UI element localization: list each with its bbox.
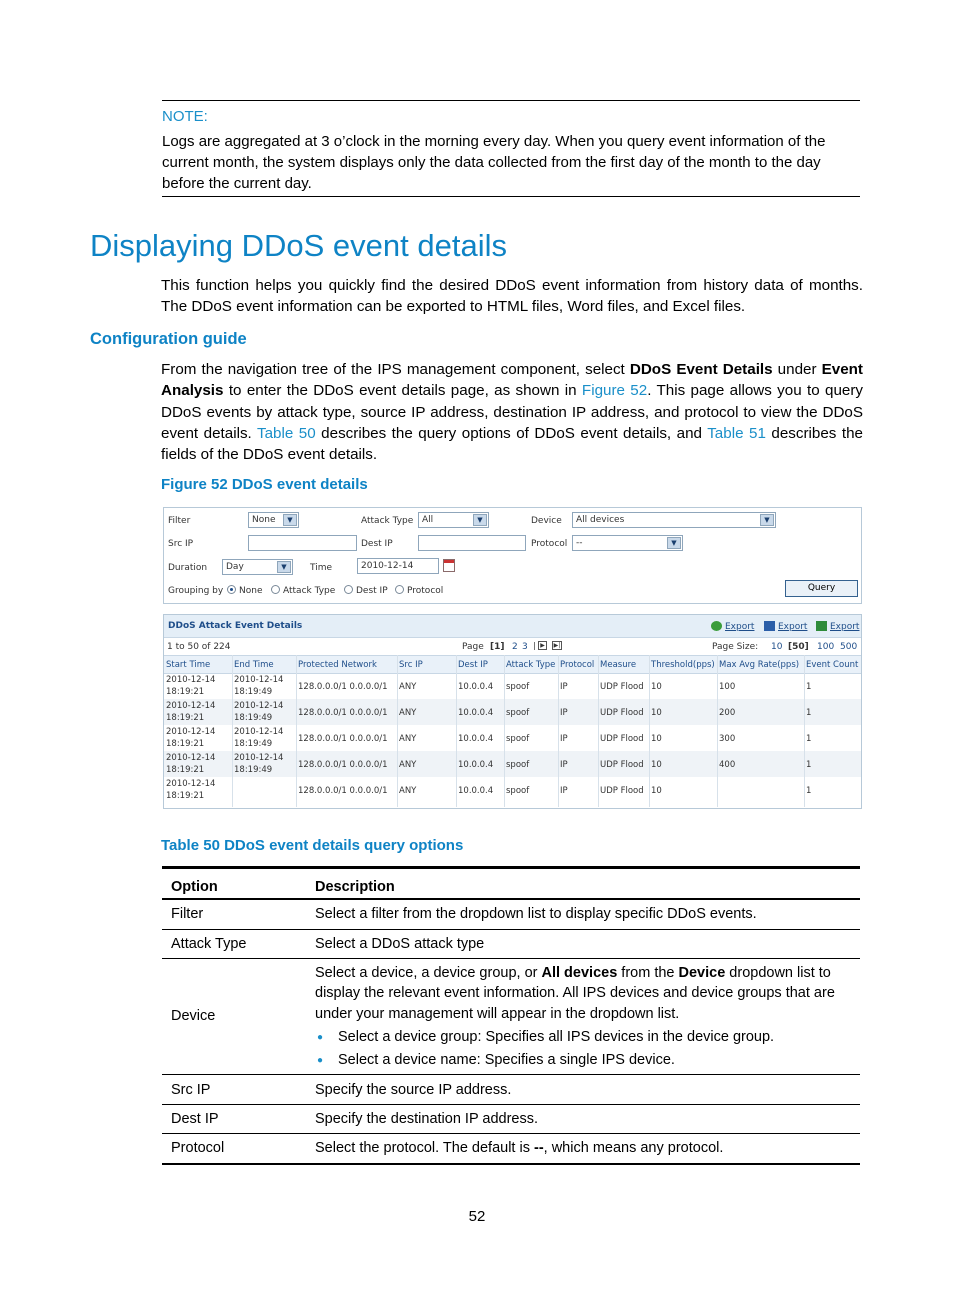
table-cell: 2010-12-14 18:19:21: [166, 779, 216, 801]
table-cell: 10: [651, 682, 662, 692]
table-cell: 10.0.0.4: [458, 682, 494, 692]
next-page-icon[interactable]: ▶: [538, 641, 547, 650]
option-cell: Filter: [162, 899, 306, 929]
time-label: Time: [310, 563, 333, 573]
pager-bar: [164, 639, 861, 653]
page-size-label: Page Size:: [712, 642, 759, 652]
table-cell: ANY: [399, 682, 417, 692]
table-cell: 300: [719, 734, 736, 744]
pager-divider: |: [533, 641, 536, 650]
table-cell: 100: [719, 682, 736, 692]
export-excel-icon: [816, 621, 827, 631]
table-cell: 1: [806, 760, 812, 770]
col-attack-type[interactable]: Attack Type: [506, 660, 556, 670]
table-row: [162, 1134, 860, 1164]
table-cell: spoof: [506, 682, 530, 692]
export-word-icon: [764, 621, 775, 631]
export-label: Export: [725, 622, 755, 632]
col-src-ip[interactable]: Src IP: [399, 660, 423, 670]
desc-text: dropdown list to display the relevant event information. All IPS devices and device groups that are under your management will appear in the dropdown list.: [315, 964, 835, 1022]
col-protocol[interactable]: Protocol: [560, 660, 595, 670]
description-cell: Select a DDoS attack type: [306, 929, 860, 958]
table-row: [164, 725, 861, 751]
column-divider: [804, 655, 805, 807]
time-input[interactable]: 2010-12-14: [357, 558, 439, 574]
guide-text: under: [772, 361, 822, 378]
table-cell: 2010-12-14 18:19:21: [166, 701, 216, 723]
export-excel-link[interactable]: [816, 621, 859, 632]
radio-icon: [395, 585, 404, 594]
table-cell: 10.0.0.4: [458, 786, 494, 796]
grouping-option-dest-ip[interactable]: [344, 585, 388, 596]
table-cell: IP: [560, 682, 568, 692]
table-cell: 2010-12-14 18:19:21: [166, 753, 216, 775]
table-cell: UDP Flood: [600, 760, 644, 770]
table-cell: 2010-12-14 18:19:21: [166, 675, 216, 697]
description-cell: Specify the source IP address.: [306, 1075, 860, 1105]
col-max-avg-rate[interactable]: Max Avg Rate(pps): [719, 660, 800, 670]
table-cell: 1: [806, 734, 812, 744]
chevron-down-icon: ▼: [473, 514, 487, 526]
column-divider: [397, 655, 398, 807]
note-box: [162, 100, 860, 197]
desc-bold: Device: [678, 964, 726, 981]
table-cell: 128.0.0.0/1 0.0.0.0/1: [298, 734, 388, 744]
guide-paragraph: [161, 359, 863, 465]
radio-icon: [344, 585, 353, 594]
export-label: Export: [778, 622, 808, 632]
table-cell: UDP Flood: [600, 734, 644, 744]
col-protected-network[interactable]: Protected Network: [298, 660, 377, 670]
table-cell: 128.0.0.0/1 0.0.0.0/1: [298, 682, 388, 692]
option-cell: Dest IP: [162, 1105, 306, 1134]
dest-ip-input[interactable]: [418, 535, 526, 551]
filter-label: Filter: [168, 516, 191, 526]
results-panel: [163, 614, 862, 809]
device-description: [315, 963, 854, 1025]
grouping-option-attack-type[interactable]: [271, 585, 335, 596]
guide-text: . This page allows you to query DDoS events by attack type, source IP address, destination IP address, and protocol to view the DDoS event details.: [161, 382, 863, 442]
column-divider: [296, 655, 297, 807]
table-cell: 128.0.0.0/1 0.0.0.0/1: [298, 708, 388, 718]
table-cell: spoof: [506, 786, 530, 796]
table-cell: IP: [560, 734, 568, 744]
desc-bold: All devices: [541, 964, 618, 981]
page-size-50: [50]: [788, 642, 809, 652]
last-page-icon[interactable]: ▶|: [553, 642, 561, 649]
table-cell: 128.0.0.0/1 0.0.0.0/1: [298, 760, 388, 770]
description-cell: Specify the destination IP address.: [306, 1105, 860, 1134]
col-end-time[interactable]: End Time: [234, 660, 274, 670]
attack-type-value: All: [422, 515, 434, 525]
table-cell: ANY: [399, 708, 417, 718]
table-row: [164, 673, 861, 699]
col-threshold[interactable]: Threshold(pps): [651, 660, 715, 670]
intro-paragraph: This function helps you quickly find the desired DDoS event information from history data of months. The DDoS event information can be exported to HTML files, Word files, and Excel files.: [161, 277, 863, 316]
table-row: [164, 699, 861, 725]
grouping-option-label: Protocol: [407, 586, 444, 596]
note-text: Logs are aggregated at 3 o’clock in the morning every day. When you query event information of the current month, the system displays only the data collected from the first day of the month to the day before the current day.: [162, 133, 826, 192]
table-row: [164, 777, 861, 803]
column-divider: [232, 655, 233, 807]
table-cell: 400: [719, 760, 736, 770]
calendar-icon[interactable]: [443, 559, 455, 572]
query-options-table: [162, 866, 860, 1165]
table-cell: 2010-12-14 18:19:49: [234, 675, 284, 697]
page-link-2[interactable]: 2: [512, 642, 518, 652]
figure-caption: Figure 52 DDoS event details: [161, 476, 368, 493]
figure-link[interactable]: Figure 52: [581, 382, 648, 400]
column-divider: [504, 655, 505, 807]
table-cell: ANY: [399, 760, 417, 770]
dest-ip-label: Dest IP: [361, 539, 393, 549]
duration-value: Day: [226, 562, 244, 572]
header-option: Option: [162, 868, 306, 900]
col-event-count[interactable]: Event Count: [806, 660, 859, 670]
table-cell: 10: [651, 734, 662, 744]
table-51-link[interactable]: Table 51: [707, 424, 766, 442]
table-cell: UDP Flood: [600, 682, 644, 692]
result-range: 1 to 50 of 224: [167, 642, 231, 652]
grouping-option-protocol[interactable]: [395, 585, 443, 596]
column-divider: [717, 655, 718, 807]
page-size-500[interactable]: 500: [840, 642, 858, 652]
src-ip-input[interactable]: [248, 535, 357, 551]
desc-text: , which means any protocol.: [543, 1140, 724, 1157]
table-cell: 10.0.0.4: [458, 760, 494, 770]
col-measure[interactable]: Measure: [600, 660, 637, 670]
table-cell: UDP Flood: [600, 786, 644, 796]
table-cell: 1: [806, 682, 812, 692]
table-cell: spoof: [506, 708, 530, 718]
filter-value: None: [252, 515, 276, 525]
table-cell: ANY: [399, 786, 417, 796]
section-heading: Configuration guide: [90, 330, 247, 348]
desc-text: from the: [617, 964, 679, 981]
guide-text: describes the query options of DDoS event details, and: [315, 424, 708, 442]
page-label: Page: [462, 642, 484, 652]
desc-bold: --: [533, 1140, 544, 1157]
page-link-3[interactable]: 3: [522, 642, 528, 652]
query-panel: [163, 507, 862, 604]
protocol-value: --: [576, 538, 583, 548]
src-ip-label: Src IP: [168, 539, 194, 549]
table-cell: 200: [719, 708, 736, 718]
chevron-down-icon: ▼: [760, 514, 774, 526]
table-caption: Table 50 DDoS event details query options: [161, 837, 464, 854]
device-label: Device: [531, 516, 562, 526]
table-cell: IP: [560, 786, 568, 796]
protocol-label: Protocol: [531, 539, 568, 549]
page-current: [1]: [490, 642, 505, 652]
table-row: [162, 958, 860, 1075]
export-html-icon: [711, 621, 722, 631]
table-cell: 128.0.0.0/1 0.0.0.0/1: [298, 786, 388, 796]
grouping-option-label: None: [239, 586, 263, 596]
table-cell: 2010-12-14 18:19:49: [234, 753, 284, 775]
col-dest-ip[interactable]: Dest IP: [458, 660, 488, 670]
results-title: DDoS Attack Event Details: [168, 621, 303, 631]
page-size-100[interactable]: 100: [817, 642, 835, 652]
bullet-item: ● Select a device name: Specifies a single IPS device.: [315, 1049, 854, 1072]
column-divider: [558, 655, 559, 807]
desc-text: Select a device, a device group, or: [315, 964, 542, 981]
guide-bold: Event Analysis: [161, 361, 863, 400]
table-50-link[interactable]: Table 50: [256, 424, 316, 442]
table-cell: 1: [806, 708, 812, 718]
attack-type-select[interactable]: [418, 512, 489, 528]
option-cell: Protocol: [162, 1134, 306, 1164]
grouping-option-label: Attack Type: [283, 586, 336, 596]
results-header: [164, 615, 861, 638]
column-divider: [456, 655, 457, 807]
table-cell: spoof: [506, 760, 530, 770]
table-cell: 1: [806, 786, 812, 796]
column-header-row: [164, 655, 861, 674]
option-cell: Attack Type: [162, 929, 306, 958]
chevron-down-icon: ▼: [283, 514, 297, 526]
table-row: [162, 1105, 860, 1134]
guide-text: to enter the DDoS event details page, as shown in: [223, 382, 582, 400]
table-cell: 2010-12-14 18:19:21: [166, 727, 216, 749]
description-cell: [306, 1134, 860, 1164]
table-cell: 10: [651, 760, 662, 770]
grouping-label: Grouping by: [168, 586, 224, 596]
note-label: NOTE:: [162, 108, 208, 125]
page-title: Displaying DDoS event details: [90, 228, 507, 263]
desc-text: Select the protocol. The default is: [315, 1140, 534, 1157]
device-value: All devices: [576, 515, 625, 525]
guide-text: From the navigation tree of the IPS management component, select: [161, 361, 630, 378]
header-description: Description: [306, 868, 860, 900]
table-cell: 10.0.0.4: [458, 708, 494, 718]
duration-label: Duration: [168, 563, 208, 573]
radio-selected-icon: [227, 585, 236, 594]
table-row: [162, 929, 860, 958]
device-bullet-list: [315, 1026, 854, 1072]
table-cell: IP: [560, 708, 568, 718]
bullet-item: ● Select a device group: Specifies all IPS devices in the device group.: [315, 1026, 854, 1049]
table-cell: 10.0.0.4: [458, 734, 494, 744]
chevron-down-icon: ▼: [277, 561, 291, 573]
table-cell: UDP Flood: [600, 708, 644, 718]
guide-text: describes the fields of the DDoS event details.: [161, 424, 864, 464]
option-cell: Device: [162, 958, 306, 1075]
filter-select[interactable]: [248, 512, 299, 528]
table-cell: 10: [651, 708, 662, 718]
description-cell: Select a filter from the dropdown list to display specific DDoS events.: [306, 899, 860, 929]
device-select[interactable]: [572, 512, 776, 528]
grouping-option-none[interactable]: [227, 585, 262, 596]
table-cell: IP: [560, 760, 568, 770]
duration-select[interactable]: [222, 559, 293, 575]
export-label: Export: [830, 622, 860, 632]
column-divider: [598, 655, 599, 807]
table-cell: ANY: [399, 734, 417, 744]
export-word-link[interactable]: [764, 621, 807, 632]
table-row: [164, 751, 861, 777]
column-divider: [649, 655, 650, 807]
radio-icon: [271, 585, 280, 594]
col-start-time[interactable]: Start Time: [166, 660, 211, 670]
chevron-down-icon: ▼: [667, 537, 681, 549]
description-cell: [306, 958, 860, 1075]
query-button[interactable]: Query: [785, 580, 858, 597]
guide-bold: DDoS Event Details: [629, 361, 773, 378]
table-cell: 10: [651, 786, 662, 796]
table-cell: 2010-12-14 18:19:49: [234, 727, 284, 749]
protocol-select[interactable]: [572, 535, 683, 551]
table-row: [162, 899, 860, 929]
table-cell: spoof: [506, 734, 530, 744]
table-header-row: [162, 868, 860, 900]
page-size-10[interactable]: 10: [771, 642, 783, 652]
table-row: [162, 1075, 860, 1105]
grouping-option-label: Dest IP: [356, 586, 388, 596]
page-number: 52: [468, 1208, 486, 1225]
attack-type-label: Attack Type: [361, 516, 414, 526]
export-html-link[interactable]: [711, 621, 754, 632]
table-cell: 2010-12-14 18:19:49: [234, 701, 284, 723]
option-cell: Src IP: [162, 1075, 306, 1105]
